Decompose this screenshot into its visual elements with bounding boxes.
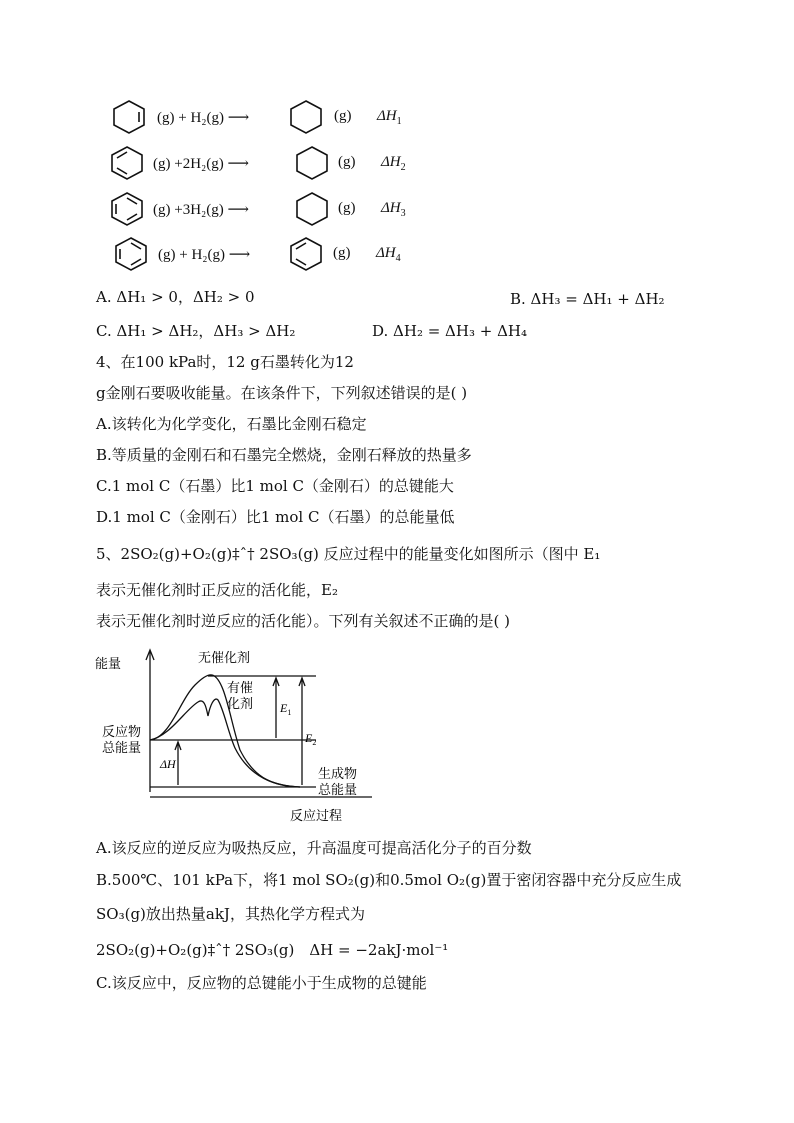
cyclohexane-icon [297,147,327,179]
q4-option-c: C.1 mol C（石墨）比1 mol C（金刚石）的总键能大 [96,477,454,495]
reaction-1-dh: $\Delta H_1$ [377,108,402,127]
q5-stem-line-2: 表示无催化剂时正反应的活化能，E₂ [96,581,338,599]
q3-option-c: C. ΔH₁ > ΔH₂，ΔH₃ > ΔH₂ [96,322,296,340]
q5-option-c: C.该反应中，反应物的总键能小于生成物的总键能 [96,974,427,992]
q3-option-b: B. ΔH₃ = ΔH₁ + ΔH₂ [510,290,665,308]
q4-option-b: B.等质量的金刚石和石墨完全燃烧，金刚石释放的热量多 [96,446,472,464]
q4-stem-line-2: g金刚石要吸收能量。在该条件下，下列叙述错误的是( ) [96,384,468,402]
cyclohexane-icon [291,101,321,133]
catalyst-curve [150,699,300,787]
q4-stem-line-1: 4、在100 kPa时，12 g石墨转化为12 [96,353,354,371]
reaction-4-lhs: (g) + H₂(g) ⟶ [158,247,251,263]
reaction-4-rhs: (g) [333,245,351,261]
reaction-4-dh: $\Delta H_4$ [376,245,401,264]
dh-label: ΔH [160,757,176,771]
q5-option-b-line-2: SO₃(g)放出热量akJ，其热化学方程式为 [96,905,365,923]
cyclohexadiene-icon [112,147,142,179]
q4-option-d: D.1 mol C（金刚石）比1 mol C（石墨）的总能量低 [96,508,455,526]
e2-label: $E_2$ [305,731,317,747]
reaction-1 [157,108,249,127]
cyclohexane-icon [297,193,327,225]
q5-option-a: A.该反应的逆反应为吸热反应，升高温度可提高活化分子的百分数 [96,839,532,857]
reaction-1-rhs: (g) [334,108,352,124]
reaction-1-lhs: (g) + H₂(g) ⟶ [157,110,250,126]
catalyst-label-2: 化剂 [227,696,254,711]
q5-option-b-line-1: B.500℃、101 kPa下，将1 mol SO₂(g)和0.5mol O₂(g)置于密闭容器中充分反应生成 [96,871,682,889]
no-catalyst-label: 无催化剂 [198,650,251,665]
e1-label: $E_1$ [280,701,292,717]
y-axis-label: 能量 [95,656,122,671]
reaction-3-dh: $\Delta H_3$ [381,200,406,219]
reaction-2-dh: $\Delta H_2$ [381,154,406,173]
q5-stem-line-1: 5、2SO₂(g)+O₂(g)‡ˆ† 2SO₃(g) 反应过程中的能量变化如图所示（图中 E₁ [96,545,601,563]
reaction-2-lhs: (g) +2H₂(g) ⟶ [153,156,250,172]
q5-stem-line-3: 表示无催化剂时逆反应的活化能）。下列有关叙述不正确的是( ) [96,612,510,630]
q5-option-b-line-3: 2SO₂(g)+O₂(g)‡ˆ† 2SO₃(g) ΔH = −2akJ·mol⁻¹ [96,941,449,959]
product-label-2: 总能量 [318,782,358,797]
q4-option-a: A.该转化为化学变化，石墨比金刚石稳定 [96,415,367,433]
reaction-3-lhs: (g) +3H₂(g) ⟶ [153,202,250,218]
reaction-3-rhs: (g) [338,200,356,216]
reaction-2-rhs: (g) [338,154,356,170]
q3-option-d: D. ΔH₂ = ΔH₃ + ΔH₄ [372,322,528,340]
energy-diagram [90,640,380,830]
q3-option-a: A. ΔH₁ > 0，ΔH₂ > 0 [96,288,255,306]
x-axis-label: 反应过程 [290,808,343,823]
reactant-label-1: 反应物 [102,724,142,739]
reactant-label-2: 总能量 [102,740,142,755]
product-label-1: 生成物 [318,766,358,781]
catalyst-label-1: 有催 [227,680,254,695]
cyclohexadiene-icon [291,238,321,270]
